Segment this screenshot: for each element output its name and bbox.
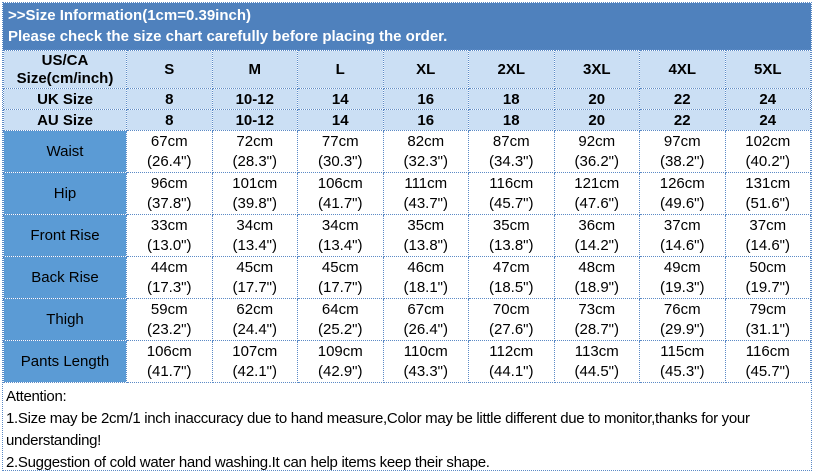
au-size-label: AU Size (4, 110, 127, 131)
size-chart-table (3, 50, 811, 383)
measurement-cell (212, 341, 298, 383)
size-column-header: 5XL (725, 51, 811, 89)
measurement-inch: (29.9") (659, 320, 705, 338)
measurement-cell (640, 215, 726, 257)
measurement-cell (298, 173, 384, 215)
measurement-cm: 87cm (492, 132, 530, 150)
uk-size-label: UK Size (4, 89, 127, 110)
measurement-row (4, 131, 811, 173)
measurement-label: Pants Length (4, 341, 127, 383)
measurement-label: Thigh (4, 299, 127, 341)
measurement-inch: (28.7") (574, 320, 619, 338)
au-size-value: 14 (298, 110, 384, 131)
measurement-label: Front Rise (4, 215, 127, 257)
measurement-inch: (31.1") (745, 320, 790, 338)
measurement-inch: (17.7") (232, 278, 277, 296)
measurement-inch: (13.0") (146, 236, 192, 254)
measurement-inch: (41.7") (146, 362, 192, 380)
measurement-inch: (25.2") (317, 320, 363, 338)
uk-size-value: 14 (298, 89, 384, 110)
measurement-label: Waist (4, 131, 127, 173)
measurement-inch: (38.2") (659, 152, 705, 170)
size-column-header: XL (383, 51, 469, 89)
measurement-cell (383, 173, 469, 215)
measurement-row (4, 341, 811, 383)
measurement-cm: 126cm (659, 174, 705, 192)
measurement-inch: (26.4") (403, 320, 448, 338)
measurement-cell (383, 131, 469, 173)
measurement-cell (127, 341, 213, 383)
corner-line1: US/CA (41, 51, 89, 69)
measurement-cell (469, 173, 555, 215)
measurement-inch: (45.3") (659, 362, 705, 380)
measurement-cell (554, 215, 640, 257)
uk-size-value: 8 (127, 89, 213, 110)
measurement-cell (640, 341, 726, 383)
measurement-inch: (32.3") (403, 152, 448, 170)
banner (3, 3, 811, 50)
measurement-inch: (39.8") (232, 194, 277, 212)
measurement-cell (298, 215, 384, 257)
banner-subtitle: Please check the size chart carefully before placing the order. (8, 28, 448, 45)
measurement-inch: (36.2") (574, 152, 619, 170)
measurement-cm: 97cm (663, 132, 701, 150)
au-size-value: 10-12 (212, 110, 298, 131)
measurement-cm: 49cm (663, 258, 701, 276)
measurement-label: Back Rise (4, 257, 127, 299)
measurement-cm: 115cm (660, 342, 705, 360)
measurement-cm: 96cm (150, 174, 188, 192)
measurement-inch: (51.6") (745, 194, 790, 212)
measurement-cm: 70cm (492, 300, 530, 318)
measurement-inch: (13.8") (403, 236, 448, 254)
measurement-cm: 73cm (578, 300, 616, 318)
measurement-cell (212, 173, 298, 215)
measurement-cell (554, 131, 640, 173)
measurement-cell (383, 257, 469, 299)
measurement-cell (725, 173, 811, 215)
measurement-cell (212, 131, 298, 173)
measurement-inch: (47.6") (574, 194, 619, 212)
measurement-inch: (19.7") (745, 278, 790, 296)
measurement-inch: (14.6") (659, 236, 705, 254)
measurement-cm: 33cm (150, 216, 188, 234)
measurement-cell (554, 257, 640, 299)
measurement-cell (725, 341, 811, 383)
measurement-cm: 110cm (403, 342, 448, 360)
measurement-cm: 72cm (236, 132, 274, 150)
measurement-cm: 131cm (745, 174, 791, 192)
corner-header-cell (4, 51, 127, 89)
uk-size-value: 24 (725, 89, 811, 110)
measurement-inch: (40.2") (745, 152, 790, 170)
uk-size-value: 18 (469, 89, 555, 110)
measurement-cell (127, 131, 213, 173)
measurement-cell (725, 257, 811, 299)
measurement-inch: (28.3") (232, 152, 277, 170)
measurement-cm: 67cm (150, 132, 188, 150)
measurement-inch: (30.3") (317, 152, 363, 170)
measurement-cm: 59cm (150, 300, 188, 318)
measurement-inch: (43.3") (403, 362, 448, 380)
measurement-cm: 102cm (745, 132, 791, 150)
measurement-cell (298, 257, 384, 299)
measurement-cm: 50cm (749, 258, 787, 276)
measurement-inch: (23.2") (146, 320, 192, 338)
measurement-cm: 116cm (489, 174, 534, 192)
measurement-inch: (26.4") (146, 152, 192, 170)
measurement-inch: (13.4") (317, 236, 363, 254)
measurement-cell (298, 299, 384, 341)
measurement-cell (554, 299, 640, 341)
measurement-cm: 37cm (749, 216, 787, 234)
measurement-cm: 109cm (317, 342, 363, 360)
size-column-header: 4XL (640, 51, 726, 89)
measurement-cm: 116cm (745, 342, 790, 360)
attention-section (3, 383, 811, 471)
measurement-cm: 45cm (321, 258, 359, 276)
measurement-cm: 106cm (146, 342, 192, 360)
measurement-inch: (24.4") (232, 320, 277, 338)
measurement-cm: 67cm (407, 300, 445, 318)
uk-size-value: 16 (383, 89, 469, 110)
measurement-row (4, 257, 811, 299)
measurement-cell (640, 299, 726, 341)
measurement-inch: (37.8") (146, 194, 192, 212)
size-column-header: S (127, 51, 213, 89)
measurement-cm: 34cm (236, 216, 274, 234)
measurement-cell (469, 299, 555, 341)
measurement-cell (554, 341, 640, 383)
uk-size-value: 10-12 (212, 89, 298, 110)
uk-size-value: 20 (554, 89, 640, 110)
measurement-inch: (13.8") (488, 236, 534, 254)
measurement-label: Hip (4, 173, 127, 215)
measurement-inch: (13.4") (232, 236, 277, 254)
measurement-cell (127, 173, 213, 215)
measurement-cell (298, 131, 384, 173)
measurement-cell (725, 299, 811, 341)
measurement-cell (725, 131, 811, 173)
measurement-cell (640, 173, 726, 215)
measurement-cell (383, 341, 469, 383)
measurement-cm: 35cm (407, 216, 445, 234)
measurement-cm: 47cm (492, 258, 530, 276)
measurement-cell (127, 215, 213, 257)
size-column-header: M (212, 51, 298, 89)
measurement-inch: (17.7") (317, 278, 363, 296)
measurement-cm: 44cm (150, 258, 188, 276)
measurement-cm: 82cm (407, 132, 445, 150)
measurement-inch: (49.6") (659, 194, 705, 212)
measurement-row (4, 173, 811, 215)
measurement-cm: 92cm (578, 132, 616, 150)
measurement-cell (469, 257, 555, 299)
measurement-inch: (34.3") (488, 152, 534, 170)
measurement-inch: (27.6") (488, 320, 534, 338)
measurement-inch: (18.9") (574, 278, 619, 296)
measurement-cm: 113cm (574, 342, 619, 360)
measurement-cell (640, 257, 726, 299)
measurement-cell (127, 257, 213, 299)
measurement-cell (298, 341, 384, 383)
measurement-cell (127, 299, 213, 341)
measurement-cell (383, 299, 469, 341)
measurement-inch: (45.7") (745, 362, 790, 380)
measurement-cm: 121cm (574, 174, 620, 192)
measurement-row (4, 299, 811, 341)
banner-title: >>Size Information(1cm=0.39inch) (8, 7, 251, 24)
measurement-cell (640, 131, 726, 173)
measurement-cm: 112cm (489, 342, 534, 360)
measurement-inch: (44.1") (488, 362, 534, 380)
au-size-row (4, 110, 811, 131)
measurement-inch: (19.3") (659, 278, 705, 296)
uk-size-value: 22 (640, 89, 726, 110)
size-column-header: 3XL (554, 51, 640, 89)
measurement-cm: 77cm (321, 132, 359, 150)
attention-note-2: 2.Suggestion of cold water hand washing.It can help items keep their shape. (6, 454, 490, 471)
measurement-inch: (45.7") (488, 194, 534, 212)
au-size-value: 24 (725, 110, 811, 131)
measurement-cell (725, 215, 811, 257)
measurement-cm: 106cm (317, 174, 363, 192)
measurement-inch: (14.6") (745, 236, 790, 254)
measurement-cm: 79cm (749, 300, 787, 318)
measurement-cm: 62cm (236, 300, 274, 318)
measurement-inch: (18.1") (403, 278, 448, 296)
measurement-cm: 107cm (232, 342, 278, 360)
au-size-value: 22 (640, 110, 726, 131)
measurement-cell (383, 215, 469, 257)
measurement-inch: (43.7") (403, 194, 448, 212)
sheet-frame (2, 2, 812, 471)
measurement-cell (469, 215, 555, 257)
measurement-cm: 34cm (321, 216, 359, 234)
uk-size-row (4, 89, 811, 110)
measurement-cm: 76cm (663, 300, 701, 318)
measurement-inch: (18.5") (488, 278, 534, 296)
measurement-cell (554, 173, 640, 215)
measurement-cm: 48cm (578, 258, 616, 276)
au-size-value: 8 (127, 110, 213, 131)
measurement-inch: (42.9") (317, 362, 363, 380)
measurement-cm: 36cm (578, 216, 616, 234)
measurement-inch: (14.2") (574, 236, 619, 254)
measurement-cell (469, 341, 555, 383)
attention-title: Attention: (6, 388, 67, 405)
measurement-cm: 64cm (321, 300, 359, 318)
measurement-cm: 45cm (236, 258, 274, 276)
measurement-inch: (41.7") (317, 194, 363, 212)
measurement-inch: (42.1") (232, 362, 277, 380)
measurement-cell (212, 257, 298, 299)
measurement-cm: 101cm (232, 174, 278, 192)
measurement-cm: 37cm (663, 216, 701, 234)
measurement-cm: 46cm (407, 258, 445, 276)
measurement-cell (469, 131, 555, 173)
size-column-header: 2XL (469, 51, 555, 89)
measurement-cm: 111cm (404, 174, 448, 192)
size-header-row (4, 51, 811, 89)
measurement-row (4, 215, 811, 257)
measurement-inch: (17.3") (146, 278, 192, 296)
measurement-cell (212, 215, 298, 257)
measurement-inch: (44.5") (574, 362, 619, 380)
au-size-value: 20 (554, 110, 640, 131)
attention-note-1: 1.Size may be 2cm/1 inch inaccuracy due to hand measure,Color may be little different due to monitor,thanks for your understanding! (6, 410, 750, 449)
measurement-cm: 35cm (492, 216, 530, 234)
corner-line2: Size(cm/inch) (16, 69, 114, 87)
au-size-value: 16 (383, 110, 469, 131)
measurement-cell (212, 299, 298, 341)
au-size-value: 18 (469, 110, 555, 131)
size-column-header: L (298, 51, 384, 89)
